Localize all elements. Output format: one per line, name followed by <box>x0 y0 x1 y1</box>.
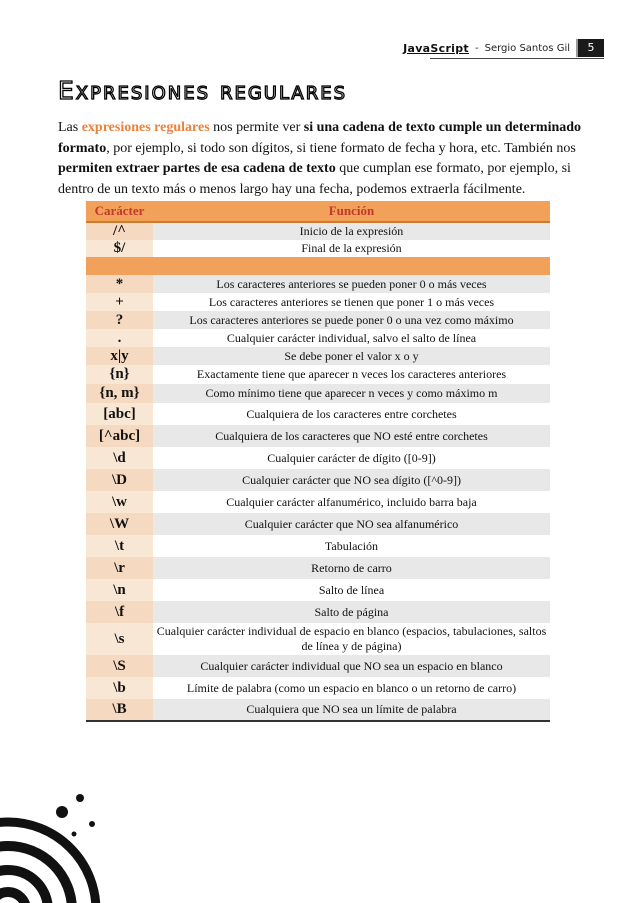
regex-char-cell: {n, m} <box>86 384 153 403</box>
header-author: Sergio Santos Gil <box>484 42 570 54</box>
intro-text-1: Las <box>58 120 82 135</box>
regex-function-cell: Final de la expresión <box>153 240 550 257</box>
regex-function-cell: Salto de línea <box>153 579 550 601</box>
regex-function-cell: Inicio de la expresión <box>153 222 550 240</box>
regex-char-cell: \w <box>86 491 153 513</box>
regex-char-cell: \W <box>86 513 153 535</box>
table-separator-row <box>86 257 550 275</box>
col-header-function: Función <box>153 201 550 222</box>
regex-function-cell: Se debe poner el valor x o y <box>153 347 550 365</box>
table-row <box>86 535 550 557</box>
regex-char-cell: \t <box>86 535 153 557</box>
table-row <box>86 311 550 329</box>
regex-char-cell: \D <box>86 469 153 491</box>
table-row <box>86 699 550 721</box>
regex-char-cell: \s <box>86 623 153 655</box>
regex-function-cell: Límite de palabra (como un espacio en blanco o un retorno de carro) <box>153 677 550 699</box>
regex-function-cell: Cualquier carácter individual de espacio en blanco (espacios, tabulaciones, saltos de línea y de página) <box>153 623 550 655</box>
page-header <box>403 38 604 58</box>
regex-char-cell: {n} <box>86 365 153 384</box>
table-row <box>86 623 550 655</box>
table-row <box>86 403 550 425</box>
regex-function-cell: Salto de página <box>153 601 550 623</box>
regex-function-cell: Exactamente tiene que aparecer n veces los caracteres anteriores <box>153 365 550 384</box>
table-row <box>86 601 550 623</box>
page-title: Expresiones regulares <box>58 76 348 105</box>
table-row <box>86 329 550 347</box>
intro-paragraph <box>58 118 588 200</box>
table-row <box>86 655 550 677</box>
table-row <box>86 240 550 257</box>
table-row <box>86 275 550 293</box>
regex-function-cell: Cualquiera de los caracteres que NO esté entre corchetes <box>153 425 550 447</box>
intro-text-4: que cumplan ese formato, por ejemplo, si dentro de un texto más o menos largo hay una fecha, podemos extraerla fácilmente. <box>58 161 571 197</box>
regex-char-cell: x|y <box>86 347 153 365</box>
separator-cell <box>86 257 550 275</box>
table-row <box>86 579 550 601</box>
table-header-row <box>86 201 550 222</box>
page-number: 5 <box>576 39 604 57</box>
table-row <box>86 677 550 699</box>
regex-char-cell: \d <box>86 447 153 469</box>
regex-char-cell: \S <box>86 655 153 677</box>
regex-char-cell: \n <box>86 579 153 601</box>
regex-function-cell: Los caracteres anteriores se pueden poner 0 o más veces <box>153 275 550 293</box>
regex-char-cell: * <box>86 275 153 293</box>
regex-function-cell: Cualquier carácter individual, salvo el salto de línea <box>153 329 550 347</box>
intro-text-3: , por ejemplo, si todo son dígitos, si tiene formato de fecha y hora, etc. También nos <box>106 140 576 156</box>
regex-char-cell: \r <box>86 557 153 579</box>
header-brand: JavaScript <box>403 41 469 55</box>
table-row <box>86 293 550 311</box>
table-row <box>86 469 550 491</box>
table-row <box>86 222 550 240</box>
table-row <box>86 447 550 469</box>
table-row <box>86 557 550 579</box>
regex-function-cell: Cualquiera que NO sea un límite de palabra <box>153 699 550 721</box>
regex-function-cell: Los caracteres anteriores se tienen que poner 1 o más veces <box>153 293 550 311</box>
intro-bold-2: permiten extraer partes de esa cadena de texto <box>58 161 336 176</box>
regex-char-cell: . <box>86 329 153 347</box>
regex-function-cell: Como mínimo tiene que aparecer n veces y como máximo m <box>153 384 550 403</box>
table-row <box>86 425 550 447</box>
intro-highlight: expresiones regulares <box>81 120 210 135</box>
regex-char-cell: $/ <box>86 240 153 257</box>
regex-char-cell: + <box>86 293 153 311</box>
regex-function-cell: Cualquier carácter que NO sea alfanumérico <box>153 513 550 535</box>
table-row <box>86 365 550 384</box>
intro-text-2: nos permite ver <box>209 120 304 135</box>
regex-function-cell: Cualquier carácter individual que NO sea un espacio en blanco <box>153 655 550 677</box>
regex-function-cell: Tabulación <box>153 535 550 557</box>
regex-char-cell: \B <box>86 699 153 721</box>
regex-char-cell: [^abc] <box>86 425 153 447</box>
regex-function-cell: Los caracteres anteriores se puede poner 0 o una vez como máximo <box>153 311 550 329</box>
regex-char-cell: ? <box>86 311 153 329</box>
regex-function-cell: Retorno de carro <box>153 557 550 579</box>
regex-char-cell: \f <box>86 601 153 623</box>
regex-function-cell: Cualquier carácter que NO sea dígito ([^0-9]) <box>153 469 550 491</box>
regex-char-cell: /^ <box>86 222 153 240</box>
regex-char-cell: \b <box>86 677 153 699</box>
regex-char-cell: [abc] <box>86 403 153 425</box>
header-rule <box>430 58 604 59</box>
table-row <box>86 347 550 365</box>
regex-function-cell: Cualquiera de los caracteres entre corchetes <box>153 403 550 425</box>
table-body <box>86 222 550 721</box>
regex-table <box>86 201 550 722</box>
table-row <box>86 384 550 403</box>
header-separator: - <box>474 42 479 54</box>
intro-bold-1: si una cadena de texto cumple un determinado formato <box>58 120 582 156</box>
regex-function-cell: Cualquier carácter alfanumérico, incluido barra baja <box>153 491 550 513</box>
decorative-circles <box>0 790 120 903</box>
table-row <box>86 491 550 513</box>
table-row <box>86 513 550 535</box>
regex-function-cell: Cualquier carácter de dígito ([0-9]) <box>153 447 550 469</box>
col-header-character: Carácter <box>86 201 153 222</box>
